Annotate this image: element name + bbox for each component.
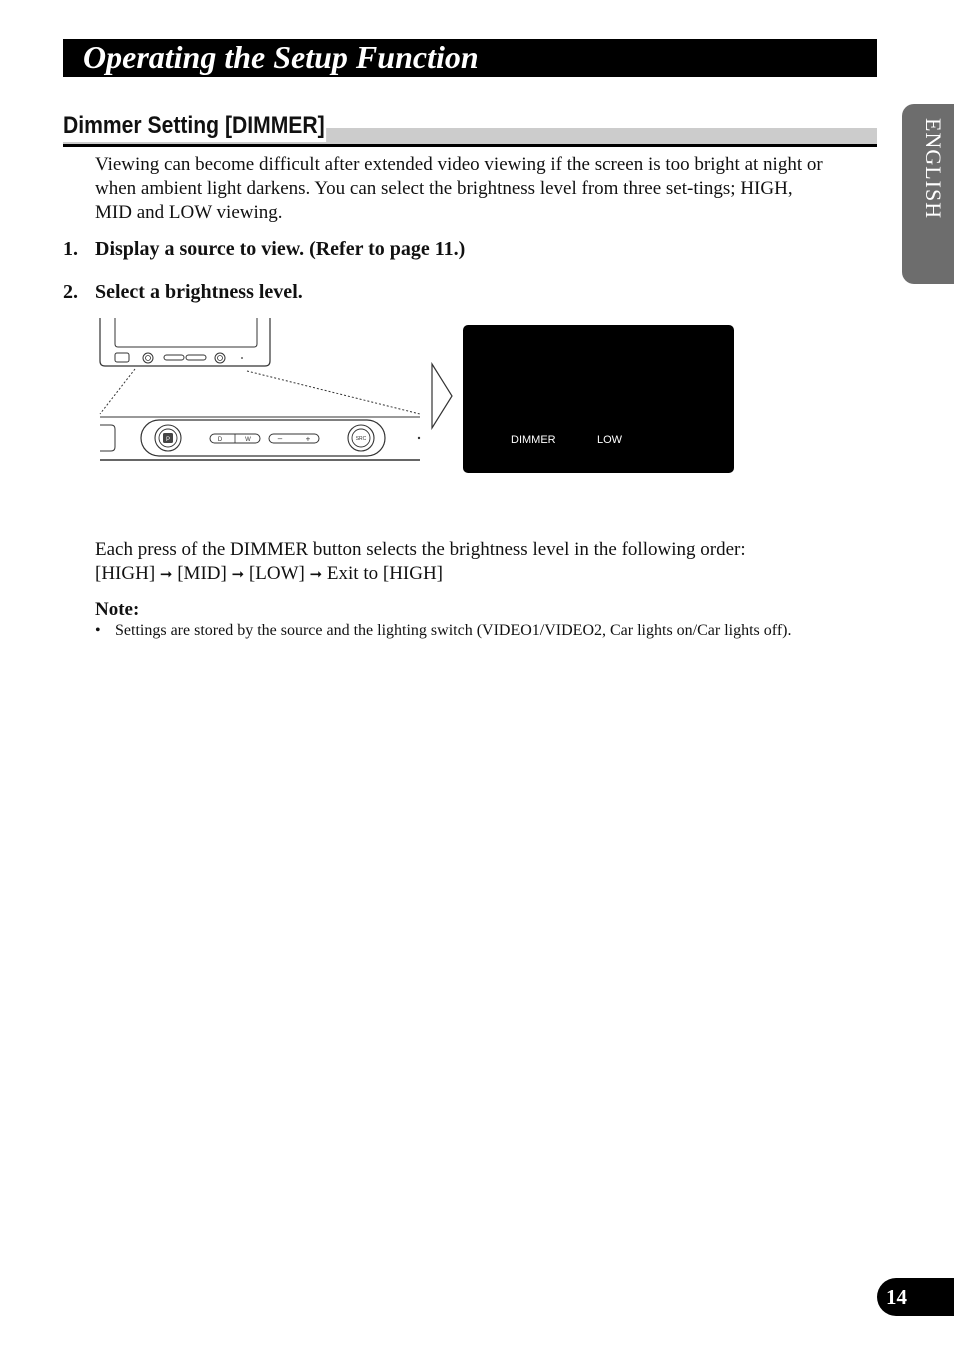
- zoom-guide-left: [100, 369, 135, 414]
- volume-button: [269, 434, 319, 443]
- page-number-tab: [877, 1278, 954, 1316]
- section-title: Dimmer Setting [DIMMER]: [63, 110, 326, 142]
- chapter-title: Operating the Setup Function: [83, 39, 479, 75]
- screen-dimmer-value: LOW: [597, 434, 623, 446]
- step-number: 2.: [63, 281, 78, 303]
- result-arrow-icon: [430, 362, 454, 430]
- intro-paragraph: Viewing can become difficult after extended video viewing if the screen is too bright at night or when ambient light darkens. You can select the brightness level from three set-tings; HIGH, MID and LOW viewing.: [95, 154, 823, 223]
- step-2: [63, 280, 663, 304]
- page-number: 14: [886, 1285, 907, 1309]
- source-label: SRC: [355, 436, 367, 442]
- order-step-low: [LOW]: [248, 563, 305, 584]
- order-step-high: [HIGH]: [95, 563, 156, 584]
- step-number: 1.: [63, 238, 78, 260]
- zoom-guide-right: [247, 371, 420, 414]
- arrow-right-icon: ➞: [159, 565, 173, 583]
- section-heading: [63, 110, 877, 147]
- monitor-screen-display: [463, 325, 734, 473]
- order-step-mid: [MID]: [177, 563, 227, 584]
- monitor-illustration: [97, 316, 427, 466]
- heading-rule: [63, 144, 877, 147]
- note-text: Settings are stored by the source and the lighting switch (VIDEO1/VIDEO2, Car lights on/Car lights off).: [115, 622, 792, 639]
- control-panel-closeup: [100, 417, 420, 460]
- step-text: Display a source to view. (Refer to page 11.): [95, 238, 466, 260]
- arrow-right-icon: ➞: [309, 565, 323, 583]
- minus-label: –: [277, 434, 283, 443]
- plus-label: +: [305, 434, 311, 444]
- dimmer-label: D: [217, 437, 223, 443]
- arrow-right-icon: ➞: [231, 565, 245, 583]
- screen-dimmer-label: DIMMER: [511, 434, 556, 446]
- note-heading: Note:: [95, 599, 140, 620]
- order-step-exit: Exit to [HIGH]: [326, 563, 444, 584]
- wide-label: W: [245, 437, 251, 443]
- step-1: [63, 237, 663, 261]
- step-text: Select a brightness level.: [95, 281, 303, 303]
- chapter-title-bar: [63, 39, 877, 77]
- order-paragraph: [95, 538, 835, 586]
- language-label: ENGLISH: [921, 118, 946, 220]
- order-lead: Each press of the DIMMER button selects the brightness level in the following order:: [95, 539, 746, 560]
- power-label: P: [165, 437, 171, 443]
- monitor-thumbnail: [100, 318, 270, 366]
- bullet-icon: •: [95, 622, 101, 639]
- language-tab: [902, 104, 954, 284]
